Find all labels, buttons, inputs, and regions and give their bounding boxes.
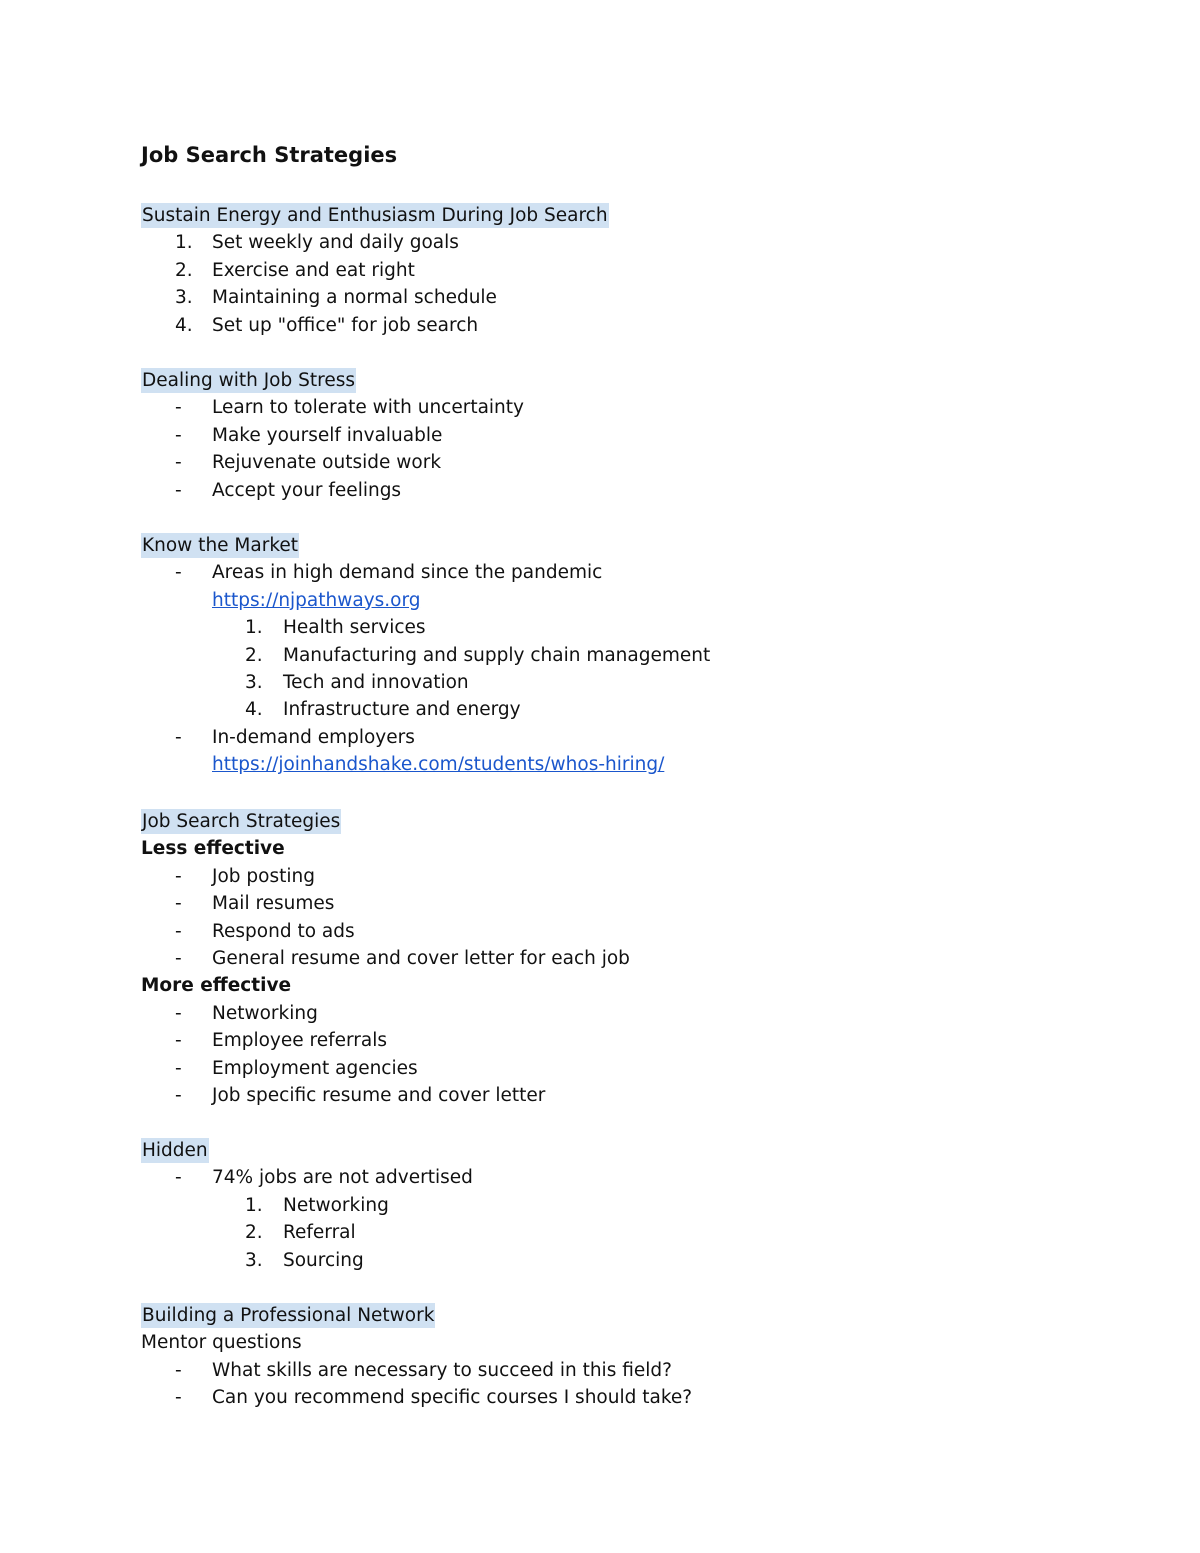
list-item: - Employment agencies [175, 1057, 418, 1079]
section-heading: Dealing with Job Stress [142, 370, 355, 391]
list-item: 1. Set weekly and daily goals [175, 232, 459, 254]
section-know-market [141, 532, 1101, 779]
handshake-link[interactable]: https://joinhandshake.com/students/whos-hiring/ [212, 754, 665, 776]
list-item: 1. Networking [245, 1194, 389, 1216]
list-item: - Job specific resume and cover letter [175, 1084, 546, 1106]
list-item: - Networking [175, 1002, 318, 1024]
section-heading: Job Search Strategies [142, 811, 341, 832]
section-professional-network [141, 1302, 1101, 1412]
less-effective-label: Less effective [141, 838, 285, 860]
njpathways-link[interactable]: https://njpathways.org [212, 589, 421, 611]
list-item: 1. Health services [245, 617, 426, 639]
section-job-search-strategies [141, 808, 1101, 1109]
list-item: 2. Manufacturing and supply chain management [245, 644, 711, 666]
list-item: 2. Referral [245, 1222, 356, 1244]
document-title: Job Search Strategies [141, 143, 398, 167]
list-item: - Job posting [175, 865, 315, 887]
list-item: - Employee referrals [175, 1030, 387, 1052]
section-job-stress [141, 367, 1101, 504]
section-heading: Building a Professional Network [142, 1305, 435, 1326]
list-item: - 74% jobs are not advertised [175, 1167, 473, 1189]
list-item: 3. Tech and innovation [245, 671, 469, 693]
list-item: 3. Sourcing [245, 1249, 364, 1271]
mentor-questions-label: Mentor questions [141, 1332, 302, 1354]
section-heading: Sustain Energy and Enthusiasm During Job Search [142, 205, 608, 226]
list-item: - Make yourself invaluable [175, 424, 443, 446]
list-item: - Mail resumes [175, 893, 335, 915]
list-item: - Learn to tolerate with uncertainty [175, 397, 524, 419]
link-line [141, 587, 1101, 614]
list-item: - Rejuvenate outside work [175, 452, 442, 474]
list-item: 3. Maintaining a normal schedule [175, 287, 497, 309]
list-item: 4. Infrastructure and energy [245, 699, 521, 721]
list-item: - General resume and cover letter for each job [175, 947, 630, 969]
list-item: 2. Exercise and eat right [175, 259, 415, 281]
section-heading: Hidden [142, 1140, 208, 1161]
list-item: - In-demand employers [175, 726, 415, 748]
list-item: - Can you recommend specific courses I should take? [175, 1387, 693, 1409]
list-item: - Respond to ads [175, 920, 355, 942]
more-effective-label: More effective [141, 975, 292, 997]
section-sustain-energy [141, 202, 1101, 339]
link-line [141, 751, 1101, 778]
list-item: - Accept your feelings [175, 479, 402, 501]
list-item: 4. Set up "office" for job search [175, 314, 479, 336]
section-hidden [141, 1137, 1101, 1274]
list-item: - What skills are necessary to succeed in this field? [175, 1359, 672, 1381]
section-heading: Know the Market [142, 535, 299, 556]
list-item: - Areas in high demand since the pandemic [175, 562, 603, 584]
